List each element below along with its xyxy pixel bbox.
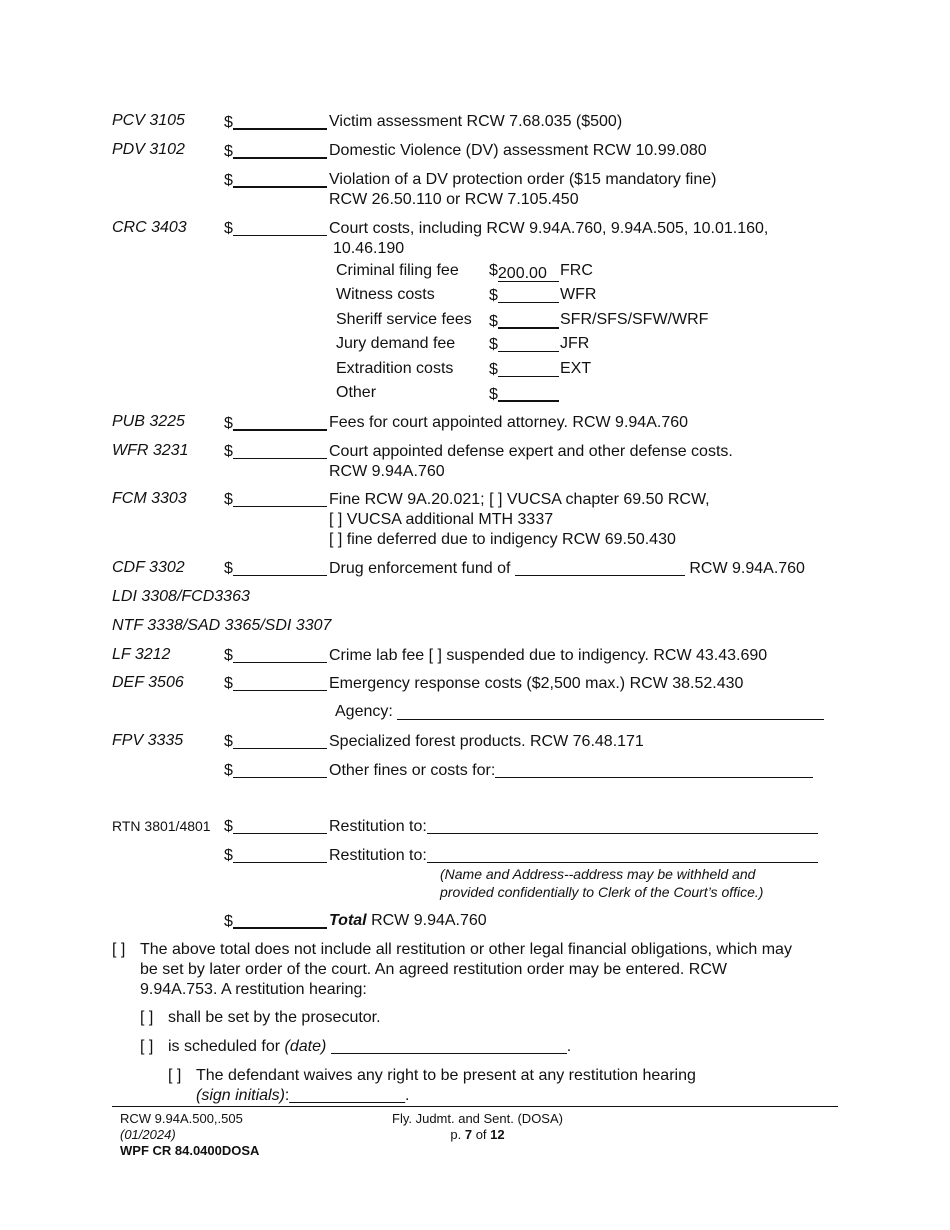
amount-field[interactable]: $ xyxy=(224,559,327,578)
footer-left: RCW 9.94A.500,.505 (01/2024) WPF CR 84.0400DOSA xyxy=(120,1111,260,1158)
court-cost-label: Criminal filing fee xyxy=(336,262,459,279)
fee-description: Specialized forest products. RCW 76.48.171 xyxy=(329,733,644,750)
initials-field[interactable]: :_____________. xyxy=(284,1087,410,1104)
amount-field[interactable]: $ xyxy=(224,846,327,865)
fee-code: WFR 3231 xyxy=(112,442,189,459)
court-cost-label: Extradition costs xyxy=(336,359,454,377)
amount-field[interactable]: $ xyxy=(224,112,327,132)
court-cost-label: Witness costs xyxy=(336,286,435,304)
prosecutor-option: shall be set by the prosecutor. xyxy=(168,1009,381,1026)
fee-code: RTN 3801/4801 xyxy=(112,818,211,834)
restitution-paragraph: The above total does not include all restitution or other legal financial obligations, which may be set by later order of the court. An agreed restitution order may be entered. RCW 9.94A.753. A restitution hearing: xyxy=(140,941,792,998)
court-cost-code: EXT xyxy=(560,359,592,377)
fee-description: Restitution to: xyxy=(329,817,818,837)
court-cost-label: Other xyxy=(336,384,377,401)
amount-field[interactable]: $ xyxy=(224,219,327,238)
fee-code: PDV 3102 xyxy=(112,141,185,158)
fee-description: Crime lab fee [ ] suspended due to indigency. RCW 43.43.690 xyxy=(329,647,768,664)
fee-code: FPV 3335 xyxy=(112,732,184,749)
restitution-to-field[interactable] xyxy=(427,846,818,863)
fee-description: Emergency response costs ($2,500 max.) RCW 38.52.430 xyxy=(329,675,744,692)
fee-code: LF 3212 xyxy=(112,646,171,663)
agency-label: Agency: xyxy=(335,703,393,720)
court-cost-label: Jury demand fee xyxy=(336,335,456,353)
amount-field[interactable]: $ xyxy=(224,442,327,461)
fee-description: Victim assessment RCW 7.68.035 ($500) xyxy=(329,113,623,130)
court-cost-amount-field[interactable]: $ xyxy=(489,286,559,305)
court-cost-amount-field[interactable]: $ xyxy=(489,384,559,404)
amount-field[interactable]: $ xyxy=(224,674,327,693)
fee-description: Court appointed defense expert and other defense costs. RCW 9.94A.760 xyxy=(329,443,733,480)
fee-code: CRC 3403 xyxy=(112,219,187,236)
drug-fund-field[interactable] xyxy=(515,559,685,576)
waive-option: The defendant waives any right to be present at any restitution hearing (sign initials):_____________. xyxy=(196,1067,696,1104)
restitution-checkbox[interactable]: [ ] xyxy=(112,941,126,958)
fee-code: LDI 3308/FCD3363 xyxy=(112,588,250,605)
agency-field[interactable] xyxy=(397,703,824,720)
fee-code: NTF 3338/SAD 3365/SDI 3307 xyxy=(112,617,332,634)
court-cost-amount-field[interactable]: $ xyxy=(489,335,559,354)
date-field[interactable] xyxy=(331,1037,567,1054)
amount-field[interactable]: $ xyxy=(224,646,327,665)
fee-description: Drug enforcement fund of RCW 9.94A.760 xyxy=(329,560,805,577)
scheduled-checkbox[interactable]: [ ] xyxy=(140,1038,154,1055)
footer-center: Fly. Judmt. and Sent. (DOSA) p. 7 of 12 xyxy=(392,1111,563,1142)
fee-code: CDF 3302 xyxy=(112,559,185,576)
fee-description: Court costs, including RCW 9.94A.760, 9.94A.505, 10.01.160, 10.46.190 xyxy=(329,220,769,257)
prosecutor-checkbox[interactable]: [ ] xyxy=(140,1009,154,1026)
amount-field[interactable]: $ xyxy=(224,490,327,509)
fee-description: Fine RCW 9A.20.021; [ ] VUCSA chapter 69.50 RCW, [ ] VUCSA additional MTH 3337 [ ] fine deferred due to indigency RCW 69.50.430 xyxy=(329,491,710,548)
fee-description: Restitution to: xyxy=(329,846,818,866)
amount-field[interactable]: $ xyxy=(224,732,327,751)
court-cost-code: JFR xyxy=(560,335,590,353)
total-amount-field[interactable]: $ xyxy=(224,911,327,931)
fee-code: PCV 3105 xyxy=(112,112,185,129)
court-cost-amount-field[interactable]: $200.00 xyxy=(489,262,559,282)
court-cost-code: FRC xyxy=(560,262,593,279)
fee-description: Violation of a DV protection order ($15 mandatory fine) RCW 26.50.110 or RCW 7.105.450 xyxy=(329,171,717,208)
amount-field[interactable]: $ xyxy=(224,817,327,836)
amount-field[interactable]: $ xyxy=(224,761,327,780)
amount-field[interactable]: $ xyxy=(224,170,327,190)
fee-code: FCM 3303 xyxy=(112,490,187,507)
waive-checkbox[interactable]: [ ] xyxy=(168,1067,182,1084)
court-cost-code: SFR/SFS/SFW/WRF xyxy=(560,310,709,328)
fee-description: Fees for court appointed attorney. RCW 9.94A.760 xyxy=(329,414,689,431)
fee-description: Domestic Violence (DV) assessment RCW 10.99.080 xyxy=(329,142,707,159)
court-cost-amount-field[interactable]: $ xyxy=(489,311,559,331)
total-label: Total RCW 9.94A.760 xyxy=(329,912,487,929)
address-note: (Name and Address--address may be withheld and provided confidentially to Clerk of the Court’s office.) xyxy=(440,866,764,900)
other-fines-field[interactable] xyxy=(495,761,813,778)
amount-field[interactable]: $ xyxy=(224,141,327,161)
court-cost-label: Sheriff service fees xyxy=(336,310,472,328)
fee-description: Other fines or costs for: xyxy=(329,761,813,781)
fee-code: DEF 3506 xyxy=(112,674,184,691)
amount-field[interactable]: $ xyxy=(224,413,327,433)
court-cost-amount-field[interactable]: $ xyxy=(489,360,559,379)
court-cost-code: WFR xyxy=(560,286,597,304)
footer-divider xyxy=(112,1106,838,1107)
fee-code: PUB 3225 xyxy=(112,413,185,430)
scheduled-option: is scheduled for (date) . xyxy=(168,1038,572,1055)
restitution-to-field[interactable] xyxy=(427,817,818,834)
